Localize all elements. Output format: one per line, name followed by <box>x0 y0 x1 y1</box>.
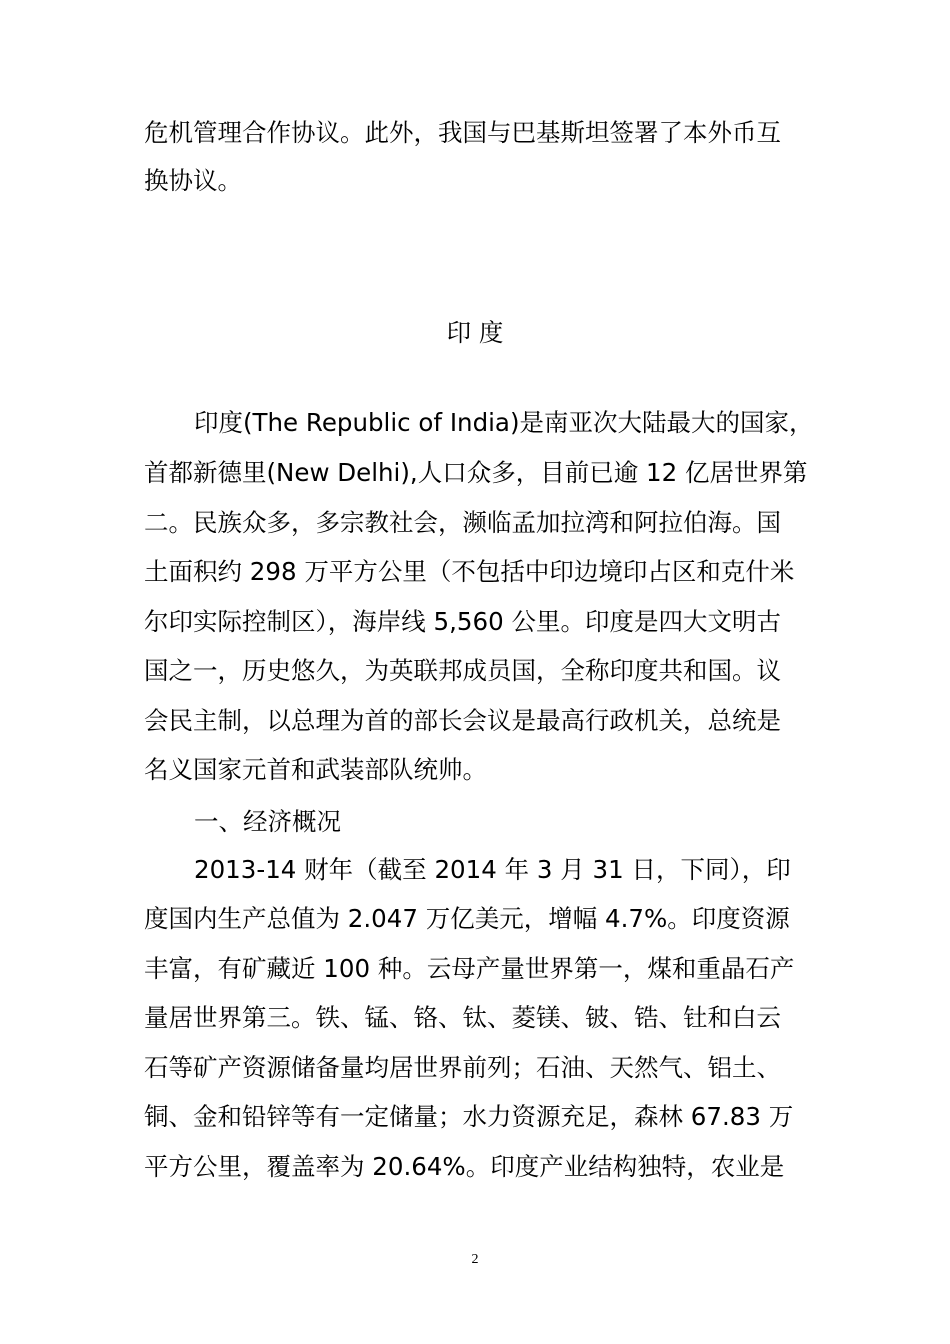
paragraph-line: 土面积约 298 万平方公里（不包括中印边境印占区和克什米 <box>144 557 795 586</box>
paragraph-line: 量居世界第三。铁、锰、铬、钛、菱镁、铍、锆、钍和白云 <box>144 1003 781 1032</box>
paragraph-line: 国之一，历史悠久，为英联邦成员国，全称印度共和国。议 <box>144 656 781 685</box>
section-title: 印 度 <box>446 318 504 347</box>
paragraph-line: 危机管理合作协议。此外，我国与巴基斯坦签署了本外币互 <box>144 118 781 147</box>
paragraph-line: 铜、金和铅锌等有一定储量；水力资源充足，森林 67.83 万 <box>144 1102 794 1131</box>
paragraph-text: 印度(The Republic of India)是南亚次大陆最大的国家， <box>194 408 814 437</box>
paragraph-line <box>194 408 860 438</box>
subsection-title: 一、经济概况 <box>194 807 341 836</box>
paragraph-line: 度国内生产总值为 2.047 万亿美元，增幅 4.7%。印度资源 <box>144 904 790 933</box>
paragraph-line: 平方公里，覆盖率为 20.64%。印度产业结构独特，农业是 <box>144 1152 785 1181</box>
paragraph-line: 石等矿产资源储备量均居世界前列；石油、天然气、铝土、 <box>144 1053 781 1082</box>
paragraph-line: 会民主制，以总理为首的部长会议是最高行政机关，总统是 <box>144 706 781 735</box>
paragraph-line: 尔印实际控制区），海岸线 5,560 公里。印度是四大文明古 <box>144 607 781 636</box>
paragraph-line: 首都新德里(New Delhi),人口众多，目前已逾 12 亿居世界第 <box>144 458 808 487</box>
page-number: 2 <box>471 1252 479 1267</box>
paragraph-line: 换协议。 <box>144 166 242 195</box>
paragraph-line: 丰富，有矿藏近 100 种。云母产量世界第一，煤和重晶石产 <box>144 954 795 983</box>
paragraph-line: 名义国家元首和武装部队统帅。 <box>144 755 487 784</box>
paragraph-line: 二。民族众多，多宗教社会，濒临孟加拉湾和阿拉伯海。国 <box>144 508 781 537</box>
paragraph-line: 2013-14 财年（截至 2014 年 3 月 31 日，下同），印 <box>194 855 791 884</box>
